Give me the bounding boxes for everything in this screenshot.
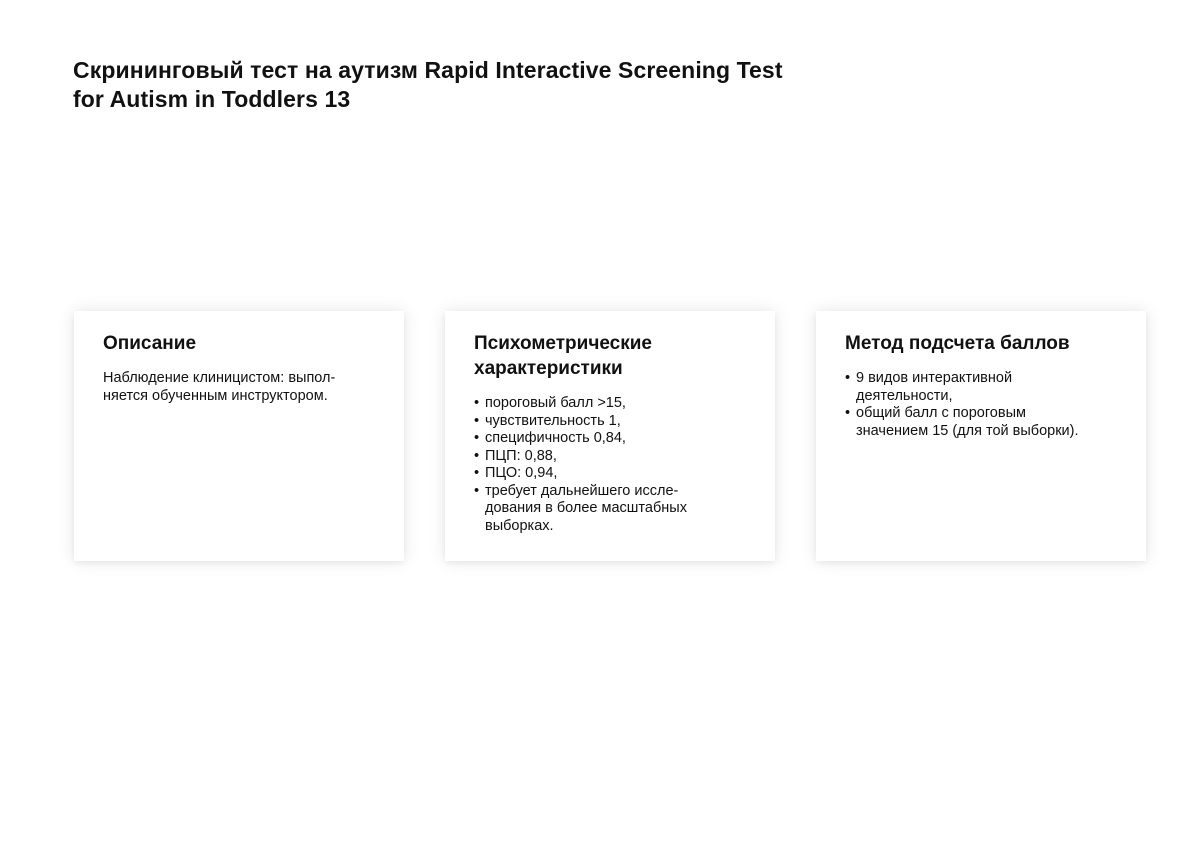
psychometric-card xyxy=(445,311,775,561)
page-title xyxy=(73,56,853,114)
list-item-text: ПЦП: 0,88, xyxy=(485,447,557,464)
psychometric-list xyxy=(474,395,751,535)
list-item-text: ПЦО: 0,94, xyxy=(485,465,558,481)
list-item xyxy=(474,413,751,431)
list-item-text: 9 видов интерактивной xyxy=(856,370,1013,386)
psychometric-title-line-1: Психометрические xyxy=(474,333,652,354)
list-item-text: деятельности, xyxy=(856,387,953,404)
psychometric-card-title xyxy=(474,331,751,381)
description-card xyxy=(74,311,404,561)
list-item-text: общий балл с пороговым xyxy=(856,405,1026,421)
list-item-text: чувствительность 1, xyxy=(485,412,621,429)
list-item xyxy=(474,465,751,483)
scoring-method-card-title: Метод подсчета баллов xyxy=(845,333,1070,354)
list-item xyxy=(845,370,1122,405)
list-item xyxy=(474,430,751,448)
page-title-line-1: Скрининговый тест на аутизм Rapid Interactive Screening Test xyxy=(73,57,783,83)
list-item-text: требует дальнейшего иссле- xyxy=(485,482,679,499)
list-item-text: выборках. xyxy=(485,517,554,534)
description-card-text xyxy=(103,370,380,405)
scoring-method-card xyxy=(816,311,1146,561)
description-text-line-2: няется обученным инструктором. xyxy=(103,387,328,404)
list-item-text: специфичность 0,84, xyxy=(485,430,626,446)
page-title-line-2: for Autism in Toddlers 13 xyxy=(73,86,351,112)
description-text-line-1: Наблюдение клиницистом: выпол- xyxy=(103,370,336,386)
list-item xyxy=(474,483,751,536)
psychometric-title-line-2: характеристики xyxy=(474,358,623,379)
list-item xyxy=(845,405,1122,440)
list-item xyxy=(474,448,751,466)
description-card-title: Описание xyxy=(103,333,197,354)
scoring-method-list xyxy=(845,370,1122,440)
list-item-text: пороговый балл >15, xyxy=(485,395,626,411)
list-item-text: значением 15 (для той выборки). xyxy=(856,422,1079,439)
list-item xyxy=(474,395,751,413)
list-item-text: дования в более масштабных xyxy=(485,500,687,516)
